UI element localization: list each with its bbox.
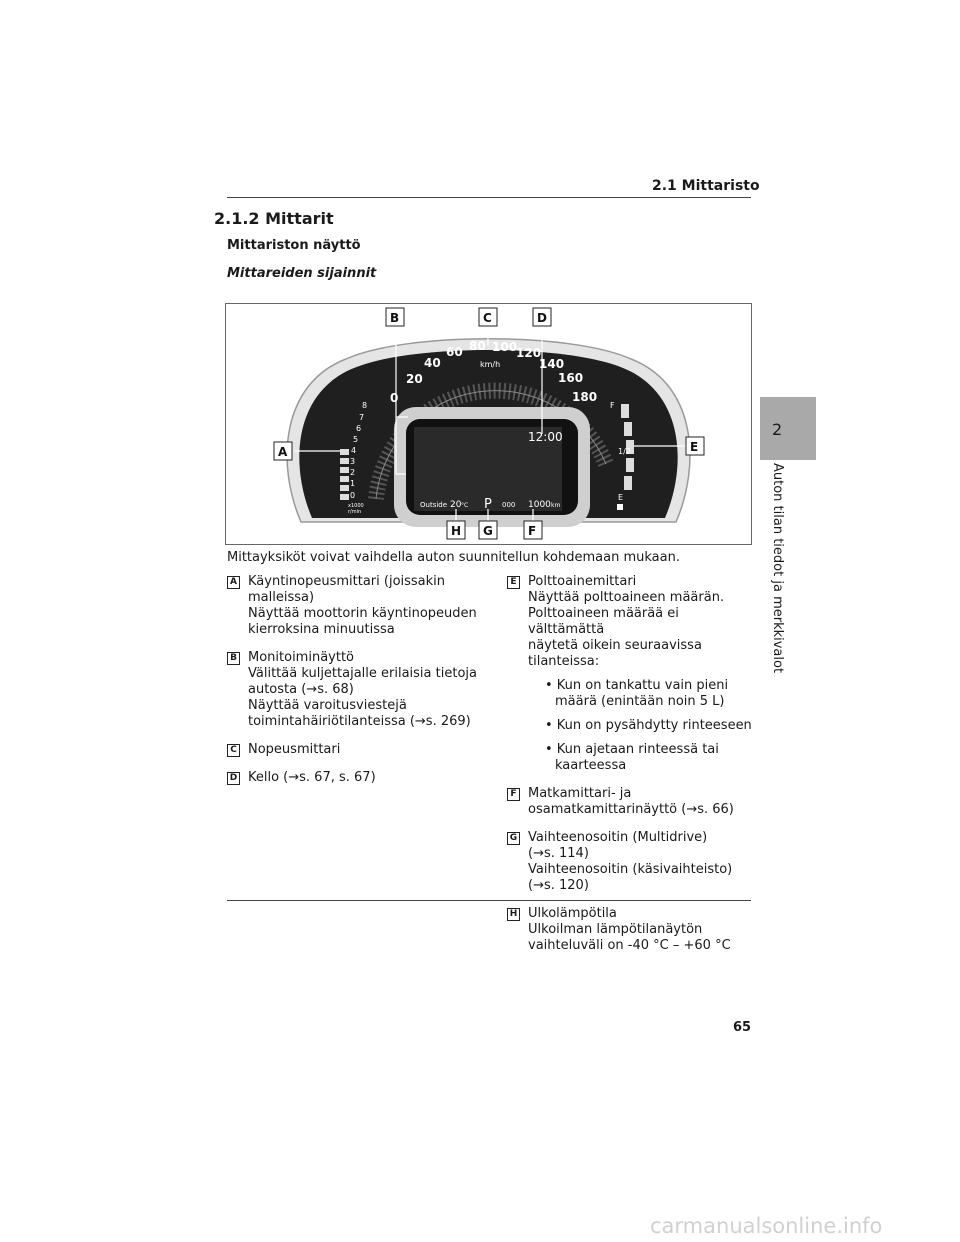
legend-left-column bbox=[227, 574, 477, 798]
rpm-tick-4: 4 bbox=[351, 446, 357, 455]
legend-e-line-3: Polttoaineen määrää ei välttämättä bbox=[528, 606, 679, 637]
clock-readout: 12:00 bbox=[528, 430, 563, 444]
fuel-half-label: 1/2 bbox=[618, 447, 631, 456]
legend-b-line-2: Välittää kuljettajalle erilaisia tietoja bbox=[248, 666, 477, 681]
legend-d-line-1: Kello (→s. 67, s. 67) bbox=[248, 770, 376, 785]
callout-c: C bbox=[483, 311, 492, 325]
figure-caption-heading: Mittareiden sijainnit bbox=[227, 266, 377, 281]
legend-item-b bbox=[227, 650, 477, 730]
legend-item-c bbox=[227, 742, 477, 758]
legend-h-line-2: Ulkoilman lämpötilanäytön bbox=[528, 922, 703, 937]
speed-tick-0: 0 bbox=[390, 391, 399, 405]
rpm-tick-0: 0 bbox=[350, 491, 356, 500]
rpm-unit: r/min bbox=[348, 509, 362, 515]
legend-a-line-1: Käyntinopeusmittari (joissakin bbox=[248, 574, 446, 589]
legend-letter-f: F bbox=[507, 788, 520, 801]
rpm-tick-7: 7 bbox=[359, 413, 365, 422]
speed-tick-80: 80 bbox=[469, 339, 486, 353]
instrument-cluster-illustration bbox=[226, 304, 751, 544]
fuel-pump-icon bbox=[617, 504, 623, 510]
speed-tick-160: 160 bbox=[558, 371, 584, 385]
units-note: Mittayksiköt voivat vaihdella auton suunnitellun kohdemaan mukaan. bbox=[227, 550, 680, 565]
legend-letter-a: A bbox=[227, 576, 240, 589]
legend-h-line-3: vaihteluväli on -40 °C – +60 °C bbox=[528, 938, 731, 953]
subheading: Mittariston näyttö bbox=[227, 238, 361, 253]
legend-g-line-1: Vaihteenosoitin (Multidrive) bbox=[528, 830, 708, 845]
legend-e-line-2: Näyttää polttoaineen määrän. bbox=[528, 590, 725, 605]
legend-letter-e: E bbox=[507, 576, 520, 589]
chapter-tab bbox=[760, 397, 816, 460]
legend-a-line-3: Näyttää moottorin käyntinopeuden bbox=[248, 606, 477, 621]
callout-a: A bbox=[278, 445, 288, 459]
callout-f: F bbox=[528, 524, 537, 538]
speed-tick-40: 40 bbox=[424, 356, 441, 370]
watermark: carmanualsonline.info bbox=[650, 1214, 883, 1238]
rpm-tick-8: 8 bbox=[362, 401, 368, 410]
legend-c-line-1: Nopeusmittari bbox=[248, 742, 341, 757]
legend-b-line-1: Monitoiminäyttö bbox=[248, 650, 355, 665]
legend-g-line-4: (→s. 120) bbox=[528, 878, 589, 893]
chapter-number: 2 bbox=[772, 420, 783, 439]
callout-e: E bbox=[690, 440, 699, 454]
rpm-tick-1: 1 bbox=[350, 479, 356, 488]
legend-f-line-2: osamatkamittarinäyttö (→s. 66) bbox=[528, 802, 734, 817]
fuel-full-label: F bbox=[610, 401, 615, 410]
legend-item-h bbox=[507, 906, 757, 954]
outside-temp-readout: 20 bbox=[450, 500, 462, 510]
speed-tick-60: 60 bbox=[446, 345, 463, 359]
speed-unit: km/h bbox=[480, 360, 501, 369]
rpm-tick-3: 3 bbox=[350, 457, 356, 466]
callout-d: D bbox=[537, 311, 547, 325]
rpm-tick-5: 5 bbox=[353, 435, 359, 444]
legend-b-line-5: toimintahäiriötilanteissa (→s. 269) bbox=[248, 714, 471, 729]
bullet-item: • Kun ajetaan rinteessä tai kaarteessa bbox=[545, 742, 719, 773]
legend-letter-b: B bbox=[227, 652, 240, 665]
callout-g: G bbox=[483, 524, 493, 538]
header-rule bbox=[227, 197, 751, 198]
legend-item-g bbox=[507, 830, 757, 894]
legend-item-f bbox=[507, 786, 757, 818]
legend-item-e bbox=[507, 574, 757, 774]
legend-e-line-1: Polttoainemittari bbox=[528, 574, 637, 589]
legend-right-column bbox=[507, 574, 757, 966]
speed-tick-180: 180 bbox=[572, 390, 598, 404]
page-title: 2.1.2 Mittarit bbox=[214, 209, 334, 228]
bullet-item: • Kun on pysähdytty rinteeseen bbox=[545, 718, 752, 733]
rpm-tick-2: 2 bbox=[350, 468, 356, 477]
speed-tick-100: 100 bbox=[492, 340, 518, 354]
legend-letter-g: G bbox=[507, 832, 520, 845]
legend-a-line-4: kierroksina minuutissa bbox=[248, 622, 395, 637]
fuel-empty-label: E bbox=[618, 493, 624, 502]
legend-item-d bbox=[227, 770, 477, 786]
legend-letter-d: D bbox=[227, 772, 240, 785]
legend-item-a bbox=[227, 574, 477, 638]
legend-letter-h: H bbox=[507, 908, 520, 921]
callout-b: B bbox=[390, 311, 400, 325]
callout-h: H bbox=[451, 524, 462, 538]
legend-h-line-1: Ulkolämpötila bbox=[528, 906, 617, 921]
legend-g-line-2: (→s. 114) bbox=[528, 846, 589, 861]
legend-b-line-4: Näyttää varoitusviestejä bbox=[248, 698, 407, 713]
trip-readout: 000 bbox=[502, 501, 516, 509]
legend-e-line-4: näytetä oikein seuraavissa tilanteissa: bbox=[528, 638, 702, 669]
speed-tick-20: 20 bbox=[406, 372, 423, 386]
footer-rule bbox=[227, 900, 751, 901]
instrument-cluster-figure bbox=[225, 303, 752, 545]
chapter-title-vertical: Auton tilan tiedot ja merkkivalot bbox=[770, 463, 785, 674]
bullet-item: • Kun on tankattu vain pieni määrä (enintään noin 5 L) bbox=[545, 678, 729, 709]
odometer-unit: km bbox=[551, 502, 561, 509]
legend-g-line-3: Vaihteenosoitin (käsivaihteisto) bbox=[528, 862, 733, 877]
legend-a-line-2: malleissa) bbox=[248, 590, 315, 605]
rpm-unit-multiplier: x1000 bbox=[348, 503, 364, 509]
gear-indicator: P bbox=[484, 497, 492, 512]
legend-letter-c: C bbox=[227, 744, 240, 757]
odometer-readout: 1000 bbox=[528, 500, 551, 510]
speed-tick-120: 120 bbox=[516, 346, 542, 360]
legend-b-line-3: autosta (→s. 68) bbox=[248, 682, 354, 697]
rpm-tick-6: 6 bbox=[356, 424, 362, 433]
page-number: 65 bbox=[733, 1020, 752, 1035]
speed-tick-140: 140 bbox=[539, 357, 565, 371]
outside-temp-unit: °C bbox=[461, 502, 469, 509]
section-header: 2.1 Mittaristo bbox=[652, 178, 760, 194]
legend-f-line-1: Matkamittari- ja bbox=[528, 786, 632, 801]
outside-label: Outside bbox=[420, 501, 448, 509]
